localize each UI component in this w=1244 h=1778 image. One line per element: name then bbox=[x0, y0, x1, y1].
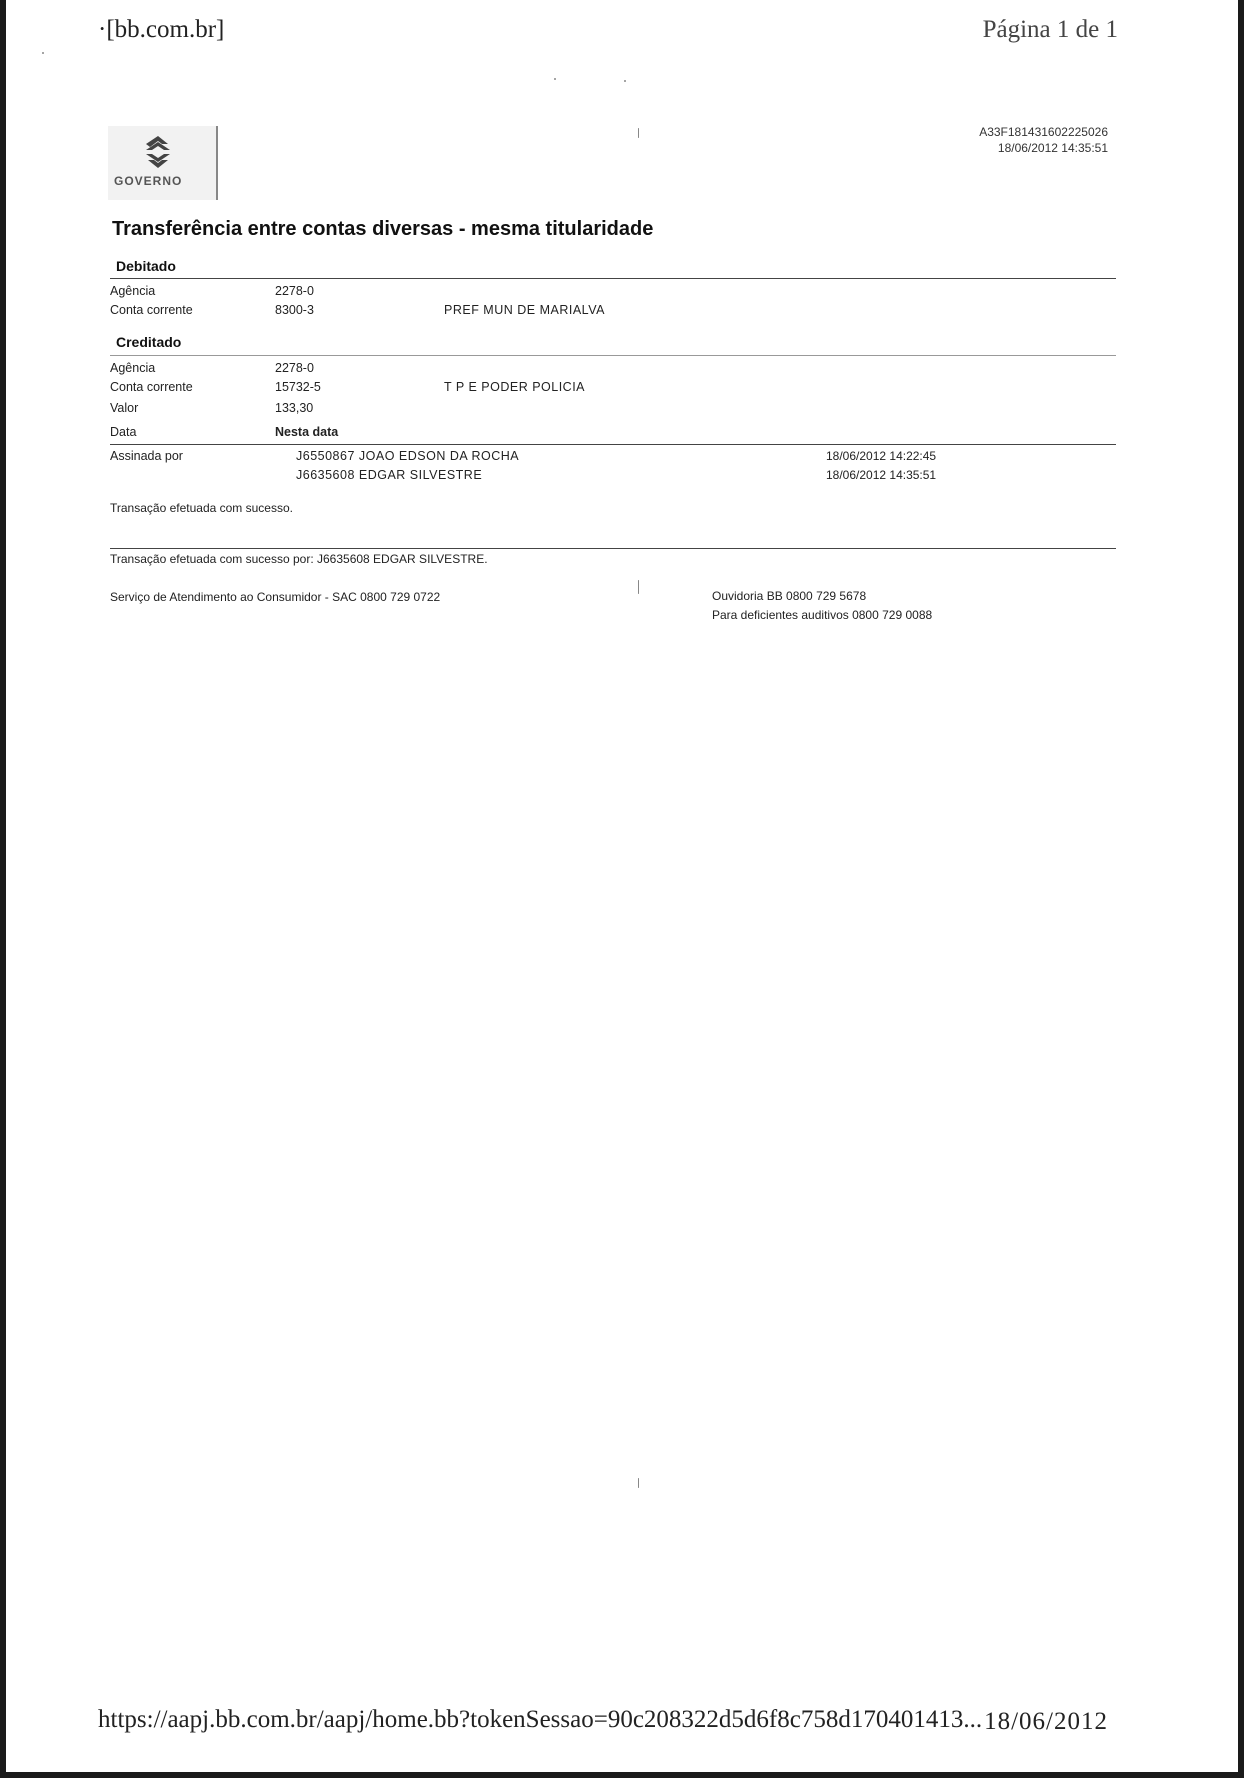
creditado-valor-value: 133,30 bbox=[275, 401, 314, 415]
divider bbox=[110, 278, 1116, 279]
debitado-agencia-label: Agência bbox=[110, 284, 156, 298]
footer-url: https://aapj.bb.com.br/aapj/home.bb?tokenSessao=90c208322d5d6f8c758d170401413... bbox=[98, 1706, 983, 1733]
logo-text: GOVERNO bbox=[114, 174, 183, 188]
scan-speck bbox=[638, 1478, 639, 1488]
debitado-agencia-value: 2278-0 bbox=[275, 284, 314, 298]
creditado-titular: T P E PODER POLICIA bbox=[444, 380, 586, 394]
signer-name: J6550867 JOAO EDSON DA ROCHA bbox=[296, 449, 520, 463]
creditado-heading: Creditado bbox=[116, 334, 182, 350]
status-by-message: Transação efetuada com sucesso por: J6635608 EDGAR SILVESTRE. bbox=[110, 552, 488, 566]
assinada-label: Assinada por bbox=[110, 449, 183, 463]
reference-block bbox=[979, 124, 1108, 156]
signer-datetime: 18/06/2012 14:35:51 bbox=[826, 468, 937, 482]
page-title: Transferência entre contas diversas - mesma titularidade bbox=[112, 218, 654, 240]
debitado-conta-value: 8300-3 bbox=[275, 303, 314, 317]
sac-contact: Serviço de Atendimento ao Consumidor - SAC 0800 729 0722 bbox=[110, 590, 441, 604]
scan-speck bbox=[638, 128, 639, 138]
signer-datetime: 18/06/2012 14:22:45 bbox=[826, 449, 937, 463]
status-message: Transação efetuada com sucesso. bbox=[110, 501, 293, 515]
ouvidoria-contact: Ouvidoria BB 0800 729 5678 bbox=[712, 589, 867, 603]
footer-date: 18/06/2012 bbox=[984, 1708, 1108, 1735]
creditado-conta-value: 15732-5 bbox=[275, 380, 321, 394]
printed-page bbox=[6, 0, 1238, 1772]
divider bbox=[110, 444, 1116, 445]
deficientes-contact: Para deficientes auditivos 0800 729 0088 bbox=[712, 608, 933, 622]
divider bbox=[110, 548, 1116, 549]
debitado-heading: Debitado bbox=[116, 258, 176, 274]
creditado-data-label: Data bbox=[110, 425, 137, 439]
creditado-valor-label: Valor bbox=[110, 401, 139, 415]
scan-speck bbox=[42, 52, 44, 54]
header-site: ·[bb.com.br] bbox=[98, 16, 225, 43]
creditado-conta-label: Conta corrente bbox=[110, 380, 193, 394]
bb-logo-icon bbox=[138, 132, 178, 172]
reference-datetime: 18/06/2012 14:35:51 bbox=[997, 141, 1108, 155]
reference-code: A33F181431602225026 bbox=[979, 125, 1108, 139]
signer-name: J6635608 EDGAR SILVESTRE bbox=[296, 468, 483, 482]
bank-logo bbox=[108, 126, 218, 200]
scan-speck bbox=[554, 78, 556, 80]
divider bbox=[110, 355, 1116, 356]
header-page-number: Página 1 de 1 bbox=[982, 16, 1118, 43]
debitado-titular: PREF MUN DE MARIALVA bbox=[444, 303, 605, 317]
creditado-agencia-value: 2278-0 bbox=[275, 361, 314, 375]
creditado-data-value: Nesta data bbox=[275, 425, 339, 439]
scan-speck bbox=[638, 580, 639, 594]
creditado-agencia-label: Agência bbox=[110, 361, 156, 375]
debitado-conta-label: Conta corrente bbox=[110, 303, 193, 317]
scan-speck bbox=[624, 80, 626, 82]
